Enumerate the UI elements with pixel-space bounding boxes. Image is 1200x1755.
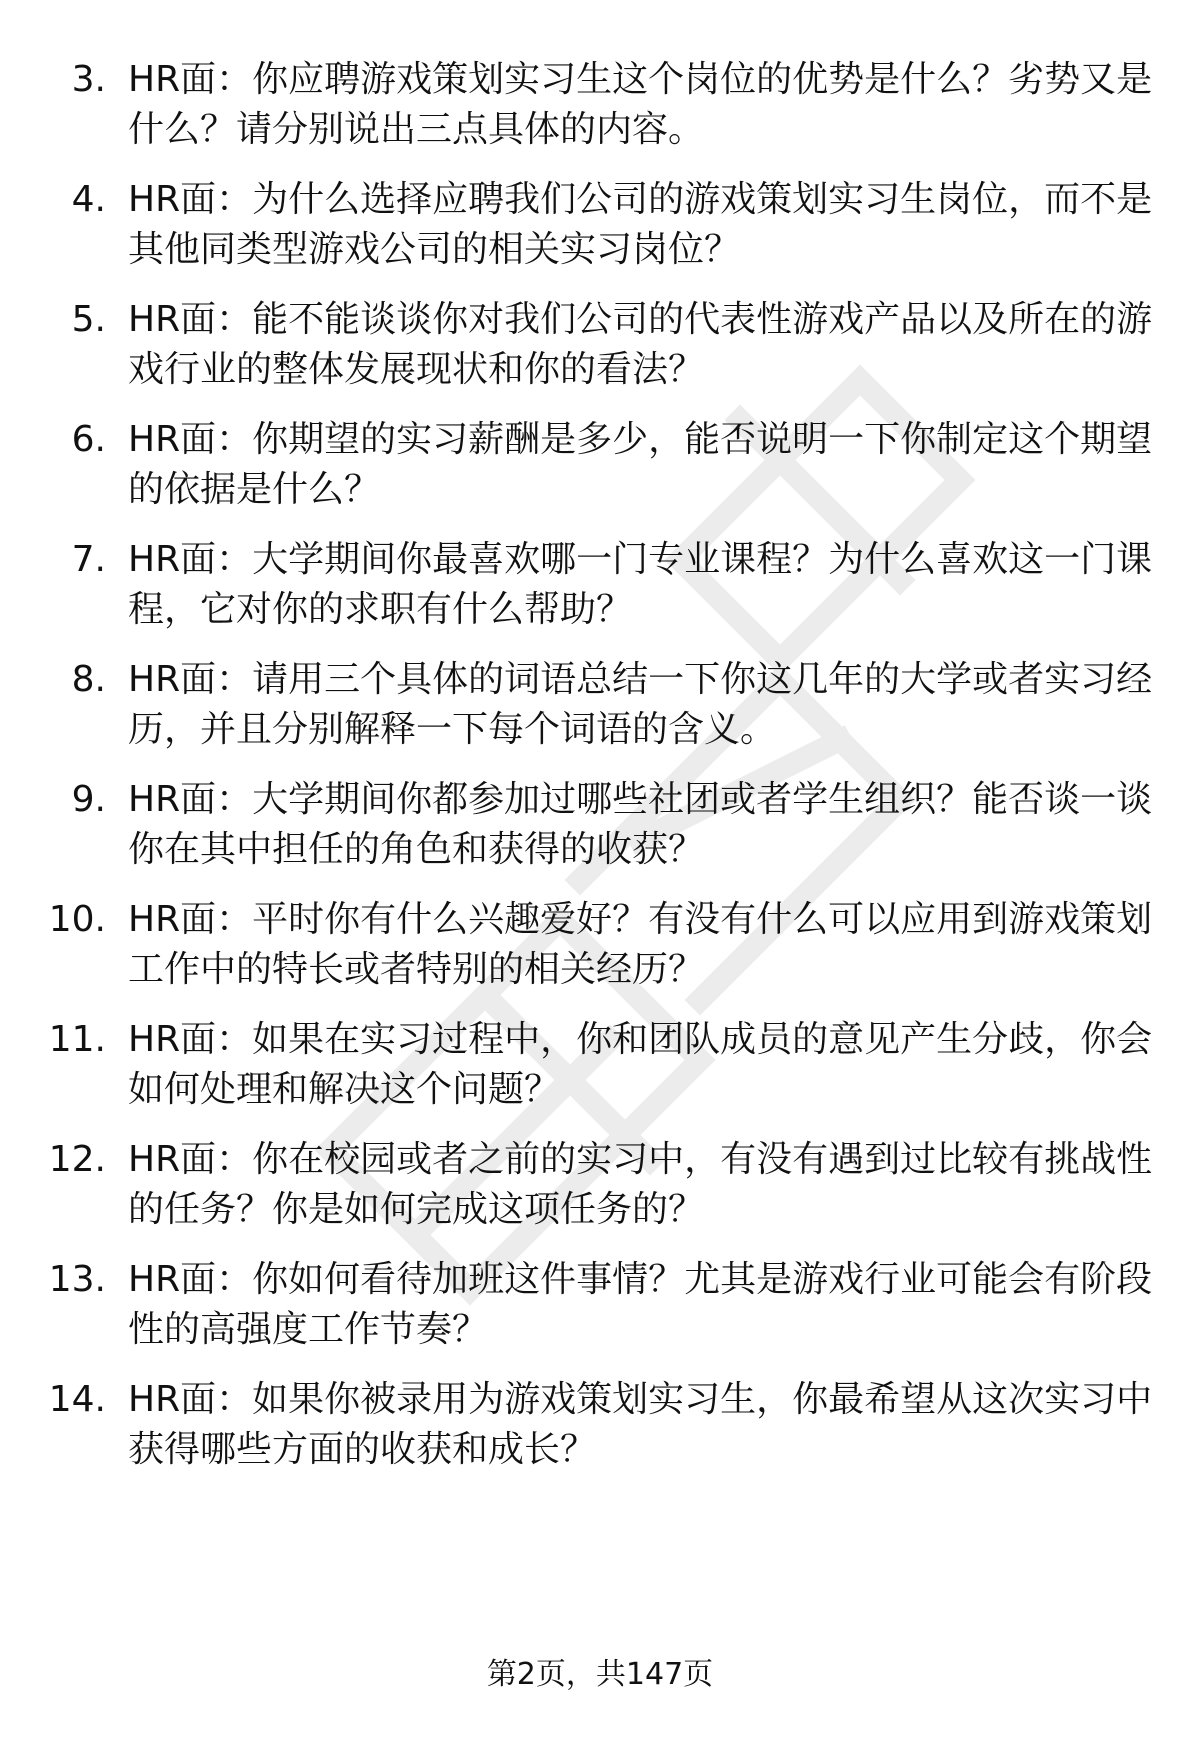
question-line: HR面：你期望的实习薪酬是多少，能否说明一下你制定这个期望 (128, 419, 1153, 460)
question-item (0, 655, 1200, 755)
question-text (128, 295, 1160, 395)
question-line: HR面：如果在实习过程中，你和团队成员的意见产生分歧，你会 (128, 1019, 1153, 1060)
question-line: HR面：你如何看待加班这件事情？尤其是游戏行业可能会有阶段 (128, 1259, 1153, 1300)
question-line: 的任务？你是如何完成这项任务的？ (128, 1189, 705, 1230)
question-number: 9. (71, 779, 106, 820)
question-text (128, 1135, 1160, 1235)
question-line: HR面：平时你有什么兴趣爱好？有没有什么可以应用到游戏策划 (128, 899, 1153, 940)
question-number: 7. (71, 539, 106, 580)
question-item (0, 1135, 1200, 1235)
question-line: 获得哪些方面的收获和成长？ (128, 1429, 597, 1470)
question-item (0, 175, 1200, 275)
question-number: 11. (48, 1019, 106, 1060)
question-text (128, 1375, 1160, 1475)
question-line: 什么？请分别说出三点具体的内容。 (128, 109, 705, 150)
question-number: 5. (71, 299, 106, 340)
question-item (0, 1375, 1200, 1475)
question-number: 6. (71, 419, 106, 460)
question-line: HR面：为什么选择应聘我们公司的游戏策划实习生岗位，而不是 (128, 179, 1153, 220)
page-number-footer: 第2页，共147页 (486, 1657, 714, 1692)
question-line: 性的高强度工作节奏？ (128, 1309, 489, 1350)
question-line: HR面：你应聘游戏策划实习生这个岗位的优势是什么？劣势又是 (128, 59, 1153, 100)
question-item (0, 415, 1200, 515)
question-line: 的依据是什么？ (128, 469, 381, 510)
question-text (128, 1255, 1160, 1355)
question-line: HR面：你在校园或者之前的实习中，有没有遇到过比较有挑战性 (128, 1139, 1153, 1180)
question-text (128, 415, 1160, 515)
question-line: 你在其中担任的角色和获得的收获？ (128, 829, 705, 870)
question-line: HR面：大学期间你最喜欢哪一门专业课程？为什么喜欢这一门课 (128, 539, 1153, 580)
question-item (0, 535, 1200, 635)
question-line: 程，它对你的求职有什么帮助？ (128, 589, 633, 630)
question-line: 工作中的特长或者特别的相关经历？ (128, 949, 705, 990)
question-number: 14. (48, 1379, 106, 1420)
question-text (128, 1015, 1160, 1115)
question-number: 13. (48, 1259, 106, 1300)
question-line: HR面：请用三个具体的词语总结一下你这几年的大学或者实习经 (128, 659, 1153, 700)
question-line: HR面：如果你被录用为游戏策划实习生，你最希望从这次实习中 (128, 1379, 1153, 1420)
question-item (0, 1255, 1200, 1355)
question-item (0, 295, 1200, 395)
question-item (0, 1015, 1200, 1115)
question-text (128, 655, 1160, 755)
question-number: 12. (48, 1139, 106, 1180)
question-line: 如何处理和解决这个问题？ (128, 1069, 561, 1110)
question-text (128, 535, 1160, 635)
question-line: HR面：大学期间你都参加过哪些社团或者学生组织？能否谈一谈 (128, 779, 1153, 820)
question-number: 8. (71, 659, 106, 700)
question-line: HR面：能不能谈谈你对我们公司的代表性游戏产品以及所在的游 (128, 299, 1153, 340)
question-number: 3. (71, 59, 106, 100)
question-line: 历，并且分别解释一下每个词语的含义。 (128, 709, 777, 750)
question-item (0, 775, 1200, 875)
question-text (128, 55, 1160, 155)
question-item (0, 55, 1200, 155)
question-text (128, 895, 1160, 995)
question-text (128, 775, 1160, 875)
question-line: 其他同类型游戏公司的相关实习岗位？ (128, 229, 741, 270)
question-line: 戏行业的整体发展现状和你的看法？ (128, 349, 705, 390)
question-number: 4. (71, 179, 106, 220)
question-number: 10. (48, 899, 106, 940)
question-text (128, 175, 1160, 275)
question-item (0, 895, 1200, 995)
